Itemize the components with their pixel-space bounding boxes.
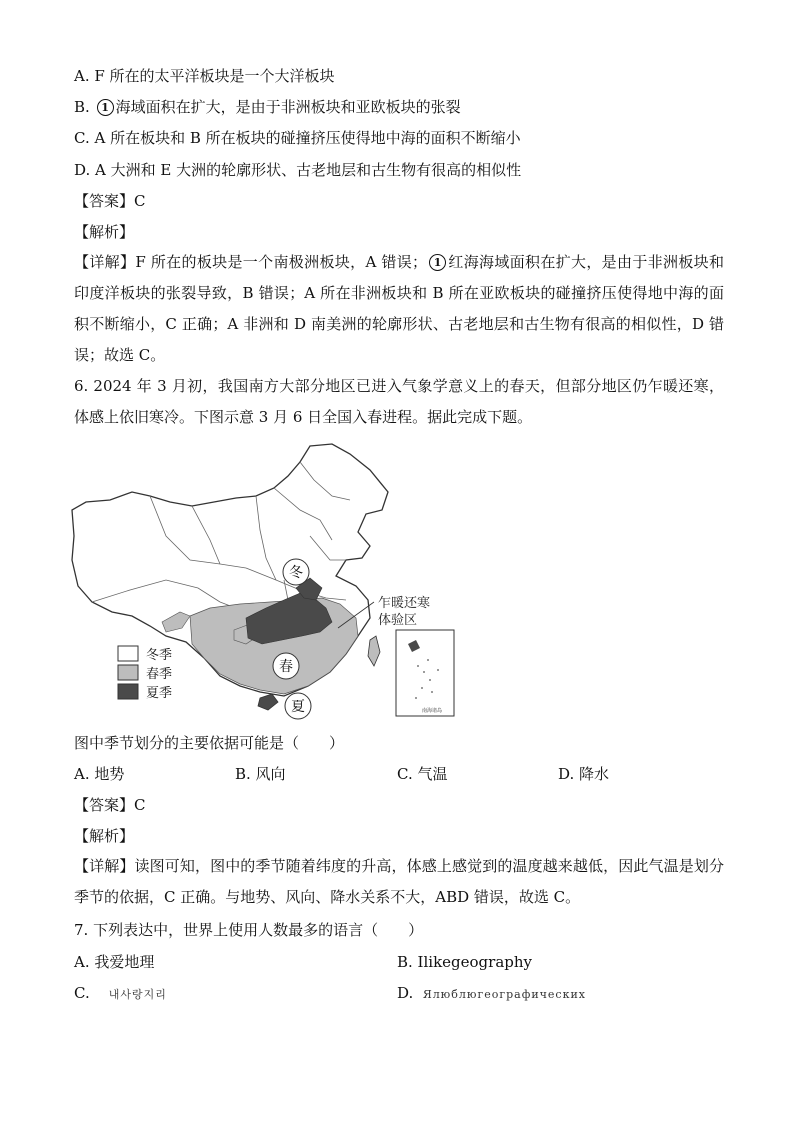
legend-label-summer: 夏季 (146, 686, 173, 701)
south-china-sea-inset (396, 630, 454, 716)
q5-option-d: D. A 大洲和 E 大洲的轮廓形状、古老地层和古生物有很高的相似性 (74, 161, 522, 179)
q5-option-a: A. F 所在的太平洋板块是一个大洋板块 (74, 67, 335, 85)
legend-swatch-winter (118, 646, 138, 661)
q6-detail: 【详解】读图可知，图中的季节随着纬度的升高，体感上感觉到的温度越来越低，因此气温是划分季节的依据，C 正确。与地势、风向、降水关系不大，ABD 错误，故选 C。 (74, 857, 724, 906)
label-winter: 冬 (289, 565, 303, 581)
circled-number-1: 1 (97, 99, 114, 116)
china-season-map (70, 440, 460, 720)
callout-line2: 体验区 (378, 613, 418, 628)
q6-analysis-label: 【解析】 (74, 827, 135, 845)
q6-option-b: B. 风向 (235, 765, 286, 783)
q5-option-b-prefix: B. (74, 98, 95, 116)
q5-detail-part1: 【详解】F 所在的板块是一个南极洲板块，A 错误； (74, 253, 428, 271)
q7-stem: 7. 下列表达中，世界上使用人数最多的语言（ ） (74, 921, 424, 939)
q7-option-d (397, 983, 586, 1005)
circled-number-1: 1 (429, 254, 446, 271)
q6-stem: 6. 2024 年 3 月初，我国南方大部分地区已进入气象学意义上的春天，但部分地区仍乍暖还寒，体感上依旧寒冷。下图示意 3 月 6 日全国入春进程。据此完成下题。 (74, 377, 724, 426)
q7-option-a: A. 我爱地理 (74, 953, 155, 971)
q6-question: 图中季节划分的主要依据可能是（ ） (74, 734, 345, 752)
q5-detail (74, 247, 724, 371)
label-spring: 春 (279, 659, 293, 675)
q5-option-b (74, 97, 461, 117)
q6-answer: 【答案】C (74, 796, 146, 814)
legend-label-spring: 春季 (146, 667, 173, 682)
q5-option-b-text: 海域面积在扩大，是由于非洲板块和亚欧板块的张裂 (115, 98, 461, 116)
q7-option-c-prefix: C. (74, 984, 90, 1002)
q7-option-c-text: 내사랑지리 (108, 988, 167, 1001)
legend-swatch-summer (118, 684, 138, 699)
q7-option-b: B. Ilikegeography (397, 953, 533, 971)
q7-option-c (74, 983, 167, 1005)
q5-detail-part2: 红海海域面积在扩大，是由于非洲板块和印度洋板块的张裂导致，B 错误；A 所在非洲板块和 B 所在亚欧板块的碰撞挤压使得地中海的面积不断缩小，C 正确；A 非洲和 D 南美洲的轮廓形状、古老地层和古生物有很高的相似性，D 错误；故选 C。 (74, 253, 724, 364)
callout-line1: 乍暖还寒 (378, 596, 431, 611)
q7-option-d-text: Ялюблюгеографических (422, 988, 587, 1001)
q5-answer: 【答案】C (74, 192, 146, 210)
q7-option-d-prefix: D. (397, 984, 414, 1002)
q5-option-c: C. A 所在板块和 B 所在板块的碰撞挤压使得地中海的面积不断缩小 (74, 129, 521, 147)
q5-analysis-label: 【解析】 (74, 223, 135, 241)
q6-option-d: D. 降水 (558, 765, 610, 783)
summer-region-hainan (258, 694, 278, 710)
q6-option-c: C. 气温 (397, 765, 448, 783)
inset-label: 南海诸岛 (421, 708, 442, 714)
legend-label-winter: 冬季 (146, 648, 173, 663)
taiwan-island (368, 636, 380, 666)
legend-swatch-spring (118, 665, 138, 680)
label-summer: 夏 (291, 699, 305, 715)
q6-option-a: A. 地势 (74, 765, 125, 783)
